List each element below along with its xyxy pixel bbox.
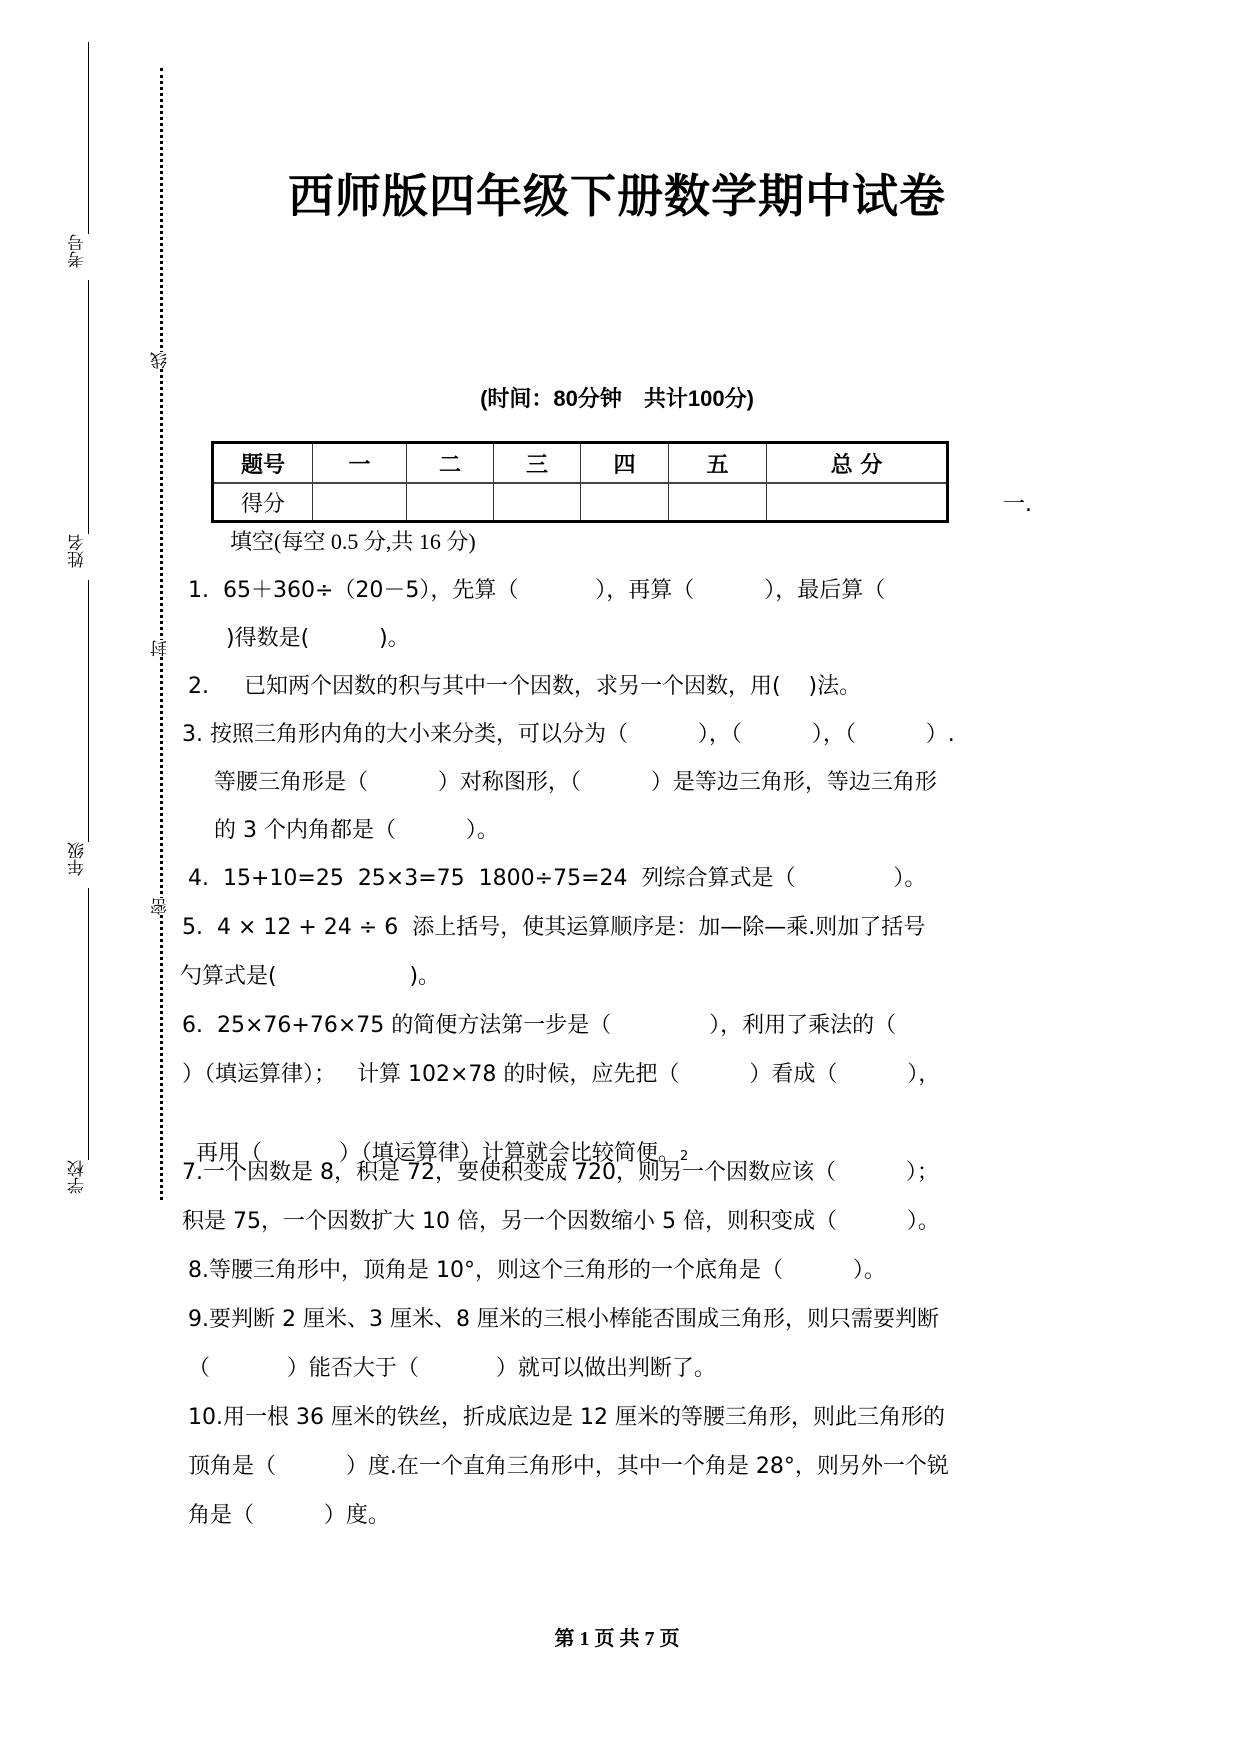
question-8-line-1: 8.等腰三角形中，顶角是 10°，则这个三角形的一个底角是（ ）。 — [188, 1258, 886, 1283]
question-10-line-3: 角是（ ）度。 — [188, 1503, 390, 1528]
question-10-line-2: 顶角是（ ）度.在一个直角三角形中，其中一个角是 28°，则另外一个锐 — [188, 1454, 949, 1479]
score-cell-5[interactable] — [669, 483, 767, 522]
question-6-line-3-text: 再用（ ）（填运算律）计算就会比较简便。 — [196, 1141, 680, 1166]
header-cell-total: 总 分 — [767, 443, 948, 484]
question-3-line-2: 等腰三角形是（ ）对称图形，（ ）是等边三角形，等边三角形 — [214, 770, 937, 795]
school-label: 学校 — [68, 1160, 88, 1194]
score-row-label: 得分 — [213, 483, 313, 522]
header-cell-4: 四 — [581, 443, 669, 484]
header-cell-3: 三 — [494, 443, 581, 484]
page-title: 西师版四年级下册数学期中试卷 — [288, 169, 946, 223]
score-table-score-row — [213, 483, 948, 522]
question-6-line-2: ）（填运算律）； 计算 102×78 的时候，应先把（ ）看成（ ）， — [182, 1062, 941, 1087]
seal-mark-secret: 密 — [148, 898, 174, 915]
question-3-line-1: 3. 按照三角形内角的大小来分类，可以分为（ ），（ ），（ ）. — [182, 722, 955, 747]
question-7-line-1: 7.一个因数是 8，积是 72，要使积变成 720，则另一个因数应该（ ）； — [182, 1160, 939, 1185]
score-cell-total[interactable] — [767, 483, 948, 522]
section-number: 一. — [1003, 492, 1032, 517]
exam-number-label: 考号 — [68, 234, 88, 268]
seal-dotted-line — [160, 68, 163, 1200]
question-2-line-1: 2. 已知两个因数的积与其中一个因数，求另一个因数，用( )法。 — [188, 674, 862, 699]
question-1-line-2: )得数是( )。 — [226, 626, 410, 651]
score-cell-1[interactable] — [313, 483, 407, 522]
score-table-header-row — [213, 443, 948, 484]
question-5-line-1: 5. 4 × 12 + 24 ÷ 6 添上括号，使其运算顺序是：加—除—乘.则加了括号 — [182, 915, 926, 940]
score-cell-4[interactable] — [581, 483, 669, 522]
question-9-line-1: 9.要判断 2 厘米、3 厘米、8 厘米的三根小棒能否围成三角形，则只需要判断 — [188, 1307, 939, 1332]
question-5-line-2: 勺算式是( )。 — [180, 964, 441, 989]
header-cell-2: 二 — [407, 443, 494, 484]
score-table — [211, 441, 949, 523]
grade-blank[interactable] — [88, 888, 89, 1178]
question-3-line-3: 的 3 个内角都是（ ）。 — [214, 818, 499, 843]
question-10-line-1: 10.用一根 36 厘米的铁丝，折成底边是 12 厘米的等腰三角形，则此三角形的 — [188, 1405, 945, 1430]
exam-info: (时间：80分钟 共计100分) — [480, 386, 754, 411]
name-blank[interactable] — [88, 580, 89, 850]
footnote-marker: 2 — [679, 1149, 689, 1164]
question-6-line-1: 6. 25×76+76×75 的简便方法第一步是（ ），利用了乘法的（ — [182, 1013, 897, 1038]
question-1-line-1: 1. 65＋360÷（20－5），先算（ ），再算（ ），最后算（ — [188, 578, 886, 603]
score-cell-3[interactable] — [494, 483, 581, 522]
header-cell-1: 一 — [313, 443, 407, 484]
section-title: 填空(每空 0.5 分,共 16 分) — [230, 529, 476, 554]
question-4-line-1: 4. 15+10=25 25×3=75 1800÷75=24 列综合算式是（ ）。 — [188, 866, 927, 891]
header-cell-question-no: 题号 — [213, 443, 313, 484]
grade-label: 年级 — [68, 842, 88, 876]
seal-mark-seal: 封 — [148, 640, 174, 657]
name-label: 姓名 — [68, 534, 88, 568]
question-7-line-2: 积是 75，一个因数扩大 10 倍，另一个因数缩小 5 倍，则积变成（ ）。 — [182, 1209, 940, 1234]
question-9-line-2: （ ）能否大于（ ）就可以做出判断了。 — [188, 1356, 716, 1381]
score-cell-2[interactable] — [407, 483, 494, 522]
header-cell-5: 五 — [669, 443, 767, 484]
seal-mark-line: 线 — [148, 352, 174, 369]
page-number: 第 1 页 共 7 页 — [554, 1628, 680, 1650]
